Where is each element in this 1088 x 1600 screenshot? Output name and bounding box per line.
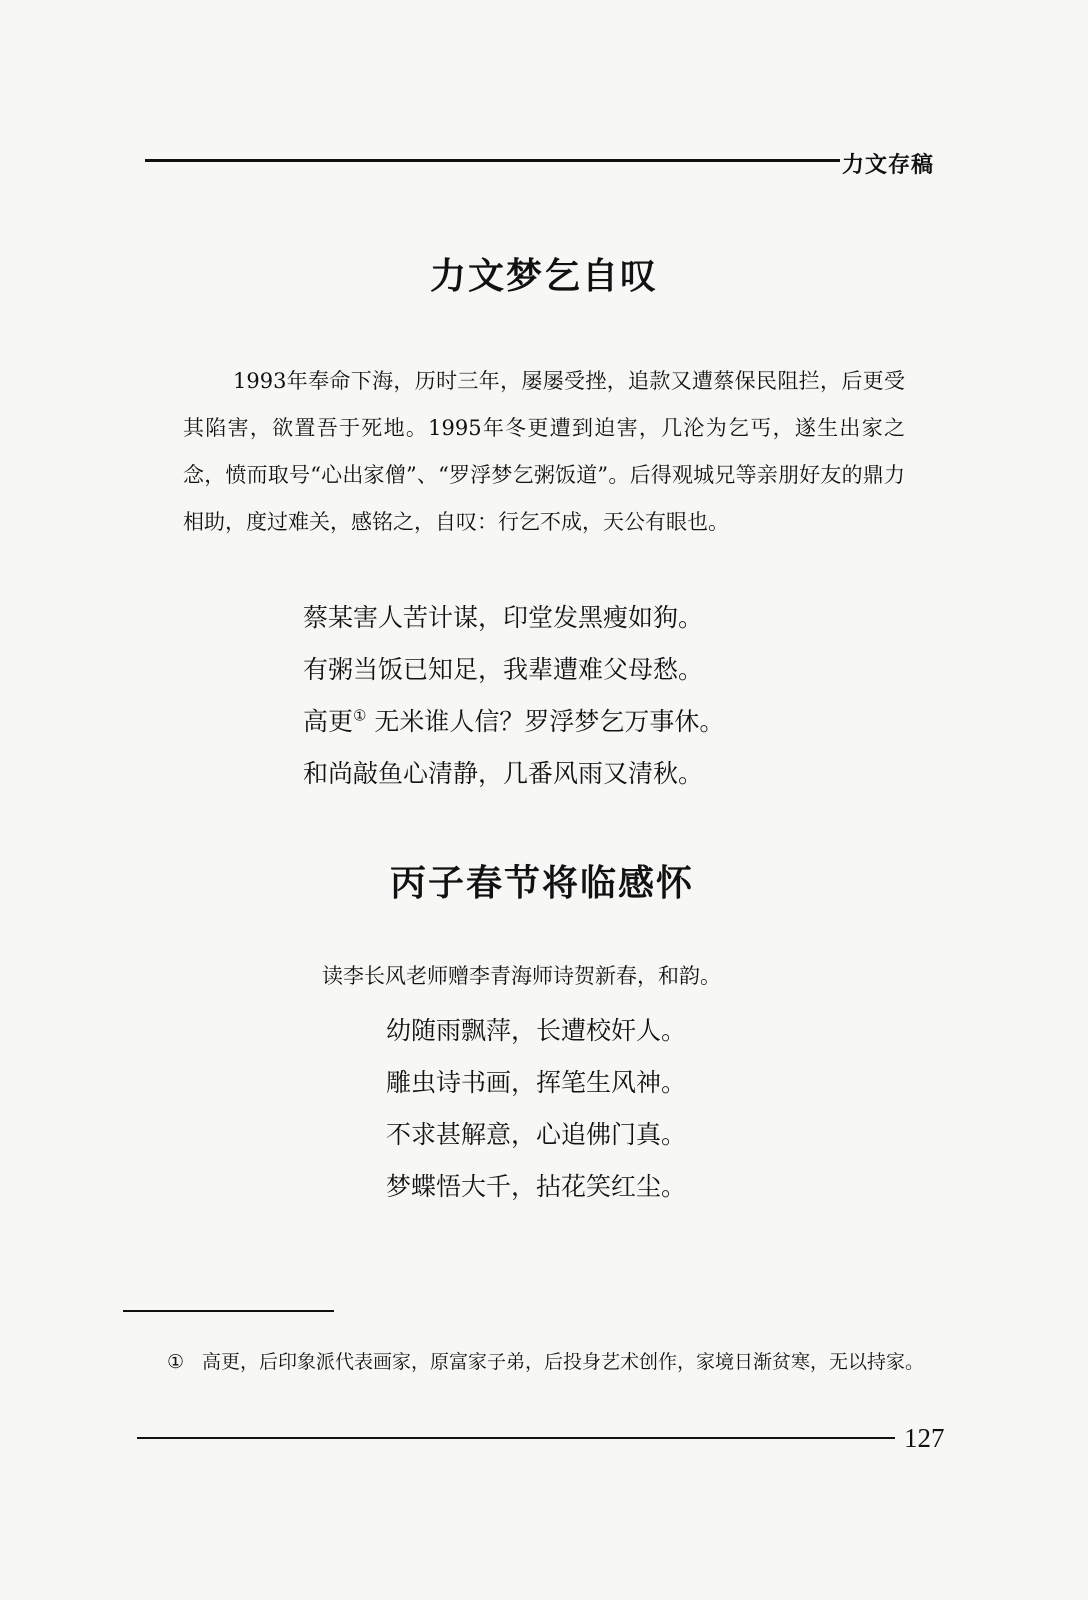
verse-line: 蔡某害人苦计谋，印堂发黑瘦如狗。 bbox=[303, 603, 704, 632]
verse-line: 和尚敲鱼心清静，几番风雨又清秋。 bbox=[303, 759, 704, 788]
verse-text: 高更 bbox=[303, 707, 354, 736]
poem-title-1: 力文梦乞自叹 bbox=[429, 256, 658, 297]
verse-line: 有粥当饭已知足，我辈遭难父母愁。 bbox=[303, 655, 704, 684]
footnote-reference: ① bbox=[353, 706, 367, 725]
verse-block-1 bbox=[303, 592, 724, 800]
poem-title-2: 丙子春节将临感怀 bbox=[389, 863, 694, 904]
verse-block-2 bbox=[386, 1005, 686, 1213]
page-number: 127 bbox=[904, 1423, 945, 1453]
verse-line: 不求甚解意，心追佛门真。 bbox=[386, 1120, 687, 1149]
verse-line: 幼随雨飘萍，长遭校奸人。 bbox=[386, 1016, 687, 1045]
header-rule bbox=[145, 159, 840, 162]
footnote-mark: ① bbox=[167, 1351, 185, 1373]
verse-line: 雕虫诗书画，挥笔生风神。 bbox=[386, 1068, 687, 1097]
footer-rule bbox=[137, 1437, 895, 1439]
running-head: 力文存稿 bbox=[842, 153, 935, 178]
footnote-rule bbox=[123, 1310, 334, 1312]
verse-line-with-footnote bbox=[303, 696, 724, 748]
verse-text: 无米谁人信？罗浮梦乞万事休。 bbox=[366, 707, 725, 736]
poem-preface: 读李长风老师赠李青海师诗贺新春，和韵。 bbox=[322, 964, 721, 988]
prose-paragraph: 1993年奉命下海，历时三年，屡屡受挫，追款又遭蔡保民阻拦，后更受其陷害，欲置吾于死地。1995年冬更遭到迫害，几沦为乞丐，遂生出家之念，愤而取号“心出家僧”、“罗浮梦乞粥饭道”。后得观城兄等亲朋好友的鼎力相助，度过难关，感铭之，自叹：行乞不成，天公有眼也。 bbox=[183, 369, 905, 534]
footnote-text: 高更，后印象派代表画家，原富家子弟，后投身艺术创作，家境日渐贫寒，无以持家。 bbox=[202, 1351, 925, 1373]
footnote bbox=[123, 1348, 968, 1377]
prose-section-1 bbox=[183, 358, 905, 546]
verse-line: 梦蝶悟大千，拈花笑红尘。 bbox=[386, 1172, 687, 1201]
